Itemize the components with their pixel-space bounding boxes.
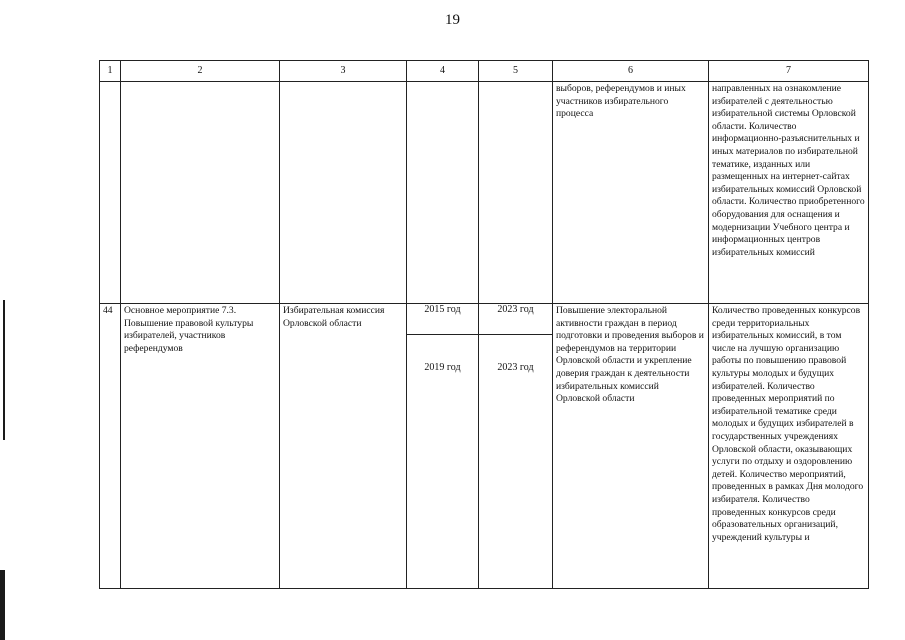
page-number: 19 [445,12,460,28]
column-header: 7 [709,61,869,82]
table-cell [121,82,280,304]
column-header: 6 [553,61,709,82]
program-table [99,60,869,589]
measure-cell: Основное мероприятие 7.3. Повышение правовой культуры избирателей, участников референдумов [121,304,280,589]
start-year-2: 2019 год [424,362,461,373]
column-header: 4 [407,61,479,82]
table-cell [100,82,121,304]
margin-mark [3,300,5,440]
table-cell [479,82,553,304]
expected-result-cell: выборов, референдумов и иных участников избирательного процесса [553,82,709,304]
indicators-cell: направленных на ознакомление избирателей с деятельностью избирательной системы Орловской области. Количество информационно-разъяснительных и иных материалов по избирательной тематике, изданных или размещенных на интернет-сайтах избирательных комиссий Орловской области. Количество приобретенного оборудования для оснащения и модернизации Учебного центра и информационных центров избирательных комиссий [709,82,869,304]
end-year-2: 2023 год [497,362,534,373]
column-header: 3 [280,61,407,82]
end-year-cell [479,304,553,589]
table-cell [280,82,407,304]
column-header: 1 [100,61,121,82]
executor-cell: Избирательная комиссия Орловской области [280,304,407,589]
end-year-1: 2023 год [479,304,552,335]
expected-result-cell: Повышение электоральной активности граждан в период подготовки и проведения выборов и референдумов на территории Орловской области и укрепление доверия граждан к деятельности избирательных комиссий Орловской области [553,304,709,589]
table-header-row [100,61,869,82]
table-cell [407,82,479,304]
table-row-continued [100,82,869,304]
indicators-cell: Количество проведенных конкурсов среди территориальных избирательных комиссий, в том числе на лучшую организацию работы по повышению правовой культуры молодых и будущих избирателей. Количество проведенных мероприятий по избирательной тематике среди молодых и будущих избирателей в государственных учреждениях Орловской области, оказывающих услуги по отдыху и оздоровлению детей. Количество мероприятий, проведенных в рамках Дня молодого избирателя. Количество проведенных конкурсов среди образовательных организаций, учреждений культуры и [709,304,869,589]
start-year-1: 2015 год [407,304,478,335]
column-header: 2 [121,61,280,82]
margin-mark [0,570,5,640]
table-row-44 [100,304,869,589]
row-number: 44 [100,304,121,589]
column-header: 5 [479,61,553,82]
start-year-cell [407,304,479,589]
